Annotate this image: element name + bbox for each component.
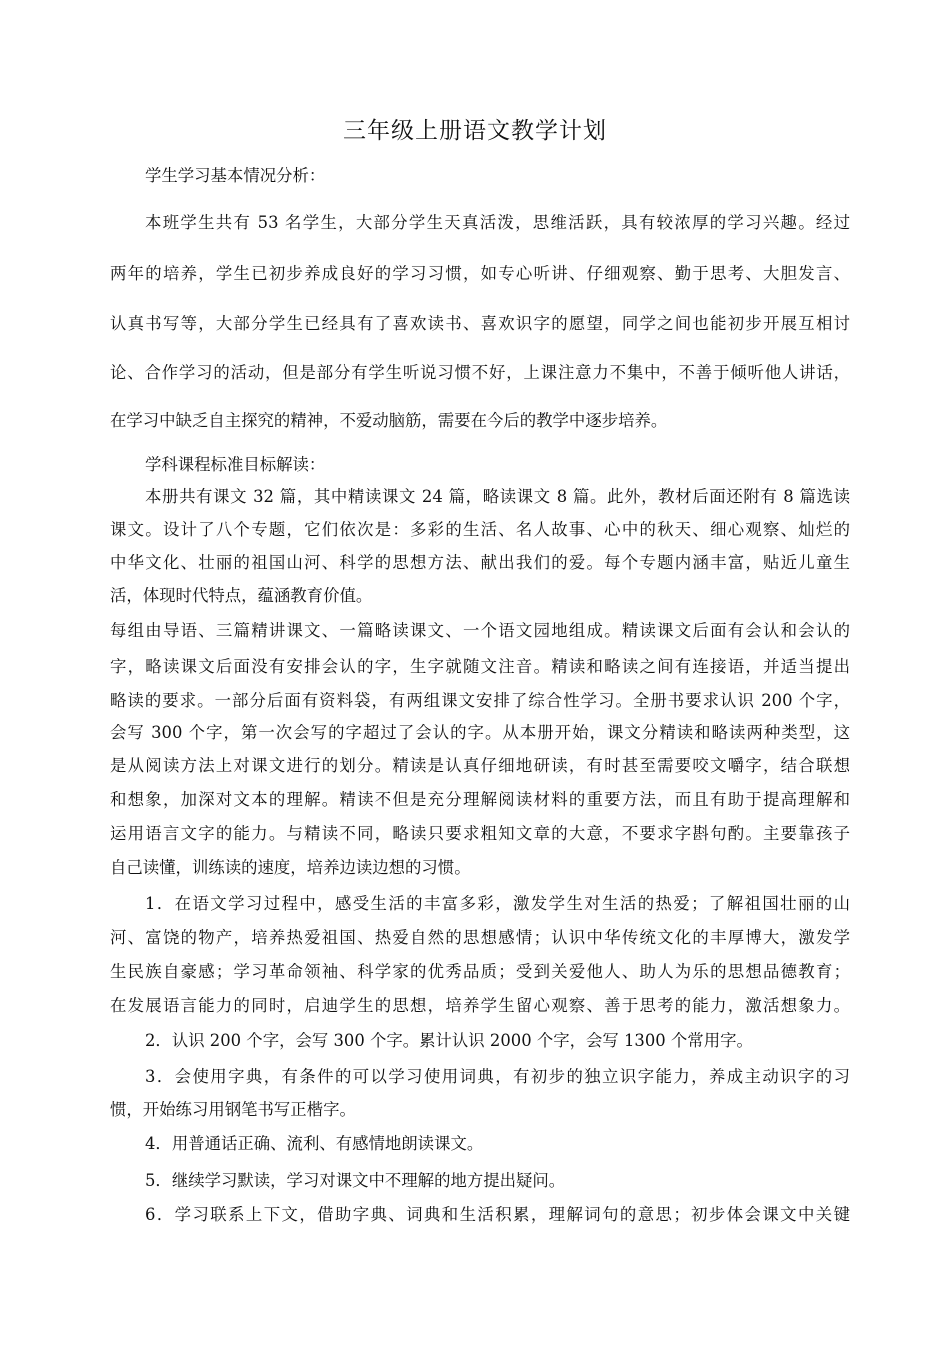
list-item-line: 在发展语言能力的同时，启迪学生的思想，培养学生留心观察、善于思考的能力，激活想象力。 [110, 996, 850, 1015]
paragraph-line: 本班学生共有 53 名学生，大部分学生天真活泼，思维活跃，具有较浓厚的学习兴趣。经过 [145, 213, 850, 232]
list-item: 3．会使用字典，有条件的可以学习使用词典，有初步的独立识字能力，养成主动识字的习 [145, 1067, 850, 1086]
list-item-line: 惯，开始练习用钢笔书写正楷字。 [110, 1100, 356, 1119]
paragraph-line: 认真书写等，大部分学生已经具有了喜欢读书、喜欢识字的愿望，同学之间也能初步开展互相讨 [110, 314, 850, 333]
list-item: 4．用普通话正确、流利、有感情地朗读课文。 [145, 1134, 484, 1153]
paragraph-line: 和想象，加深对文本的理解。精读不但是充分理解阅读材料的重要方法，而且有助于提高理解和 [110, 790, 850, 809]
paragraph-line: 两年的培养，学生已初步养成良好的学习习惯，如专心听讲、仔细观察、勤于思考、大胆发言、 [110, 264, 850, 283]
paragraph-line: 字，略读课文后面没有安排会认的字，生字就随文注音。精读和略读之间有连接语，并适当提出 [110, 657, 850, 676]
paragraph-line: 活，体现时代特点，蕴涵教育价值。 [110, 586, 373, 605]
paragraph-line: 略读的要求。一部分后面有资料袋，有两组课文安排了综合性学习。全册书要求认识 200 个字， [110, 691, 850, 710]
paragraph-line: 运用语言文字的能力。与精读不同，略读只要求粗知文章的大意，不要求字斟句酌。主要靠孩子 [110, 824, 850, 843]
section-heading: 学生学习基本情况分析： [145, 166, 326, 185]
paragraph-line: 本册共有课文 32 篇，其中精读课文 24 篇，略读课文 8 篇。此外，教材后面还附有 8 篇选读 [145, 487, 850, 506]
paragraph-line: 每组由导语、三篇精讲课文、一篇略读课文、一个语文园地组成。精读课文后面有会认和会认的 [110, 621, 850, 640]
list-item: 1．在语文学习过程中，感受生活的丰富多彩，激发学生对生活的热爱；了解祖国壮丽的山 [145, 894, 850, 913]
list-item-line: 河、富饶的物产，培养热爱祖国、热爱自然的思想感情；认识中华传统文化的丰厚博大，激发学 [110, 928, 850, 947]
paragraph-line: 自己读懂，训练读的速度，培养边读边想的习惯。 [110, 858, 471, 877]
paragraph-line: 论、合作学习的活动，但是部分有学生听说习惯不好，上课注意力不集中，不善于倾听他人讲话， [110, 363, 850, 382]
list-item-line: 生民族自豪感；学习革命领袖、科学家的优秀品质；受到关爱他人、助人为乐的思想品德教育； [110, 962, 850, 981]
paragraph-line: 课文。设计了八个专题，它们依次是：多彩的生活、名人故事、心中的秋天、细心观察、灿烂的 [110, 520, 850, 539]
paragraph-line: 在学习中缺乏自主探究的精神，不爱动脑筋，需要在今后的教学中逐步培养。 [110, 411, 668, 430]
paragraph-line: 中华文化、壮丽的祖国山河、科学的思想方法、献出我们的爱。每个专题内涵丰富，贴近儿童生 [110, 553, 850, 572]
list-item: 5．继续学习默读，学习对课文中不理解的地方提出疑问。 [145, 1171, 566, 1190]
section-heading: 学科课程标准目标解读： [145, 455, 326, 474]
list-item: 6．学习联系上下文，借助字典、词典和生活积累，理解词句的意思；初步体会课文中关键 [145, 1205, 850, 1224]
page-title: 三年级上册语文教学计划 [343, 118, 607, 144]
paragraph-line: 是从阅读方法上对课文进行的划分。精读是认真仔细地研读，有时甚至需要咬文嚼字，结合联想 [110, 756, 850, 775]
list-item: 2．认识 200 个字，会写 300 个字。累计认识 2000 个字，会写 1300 个常用字。 [145, 1031, 753, 1050]
paragraph-line: 会写 300 个字，第一次会写的字超过了会认的字。从本册开始，课文分精读和略读两种类型，这 [110, 723, 850, 742]
